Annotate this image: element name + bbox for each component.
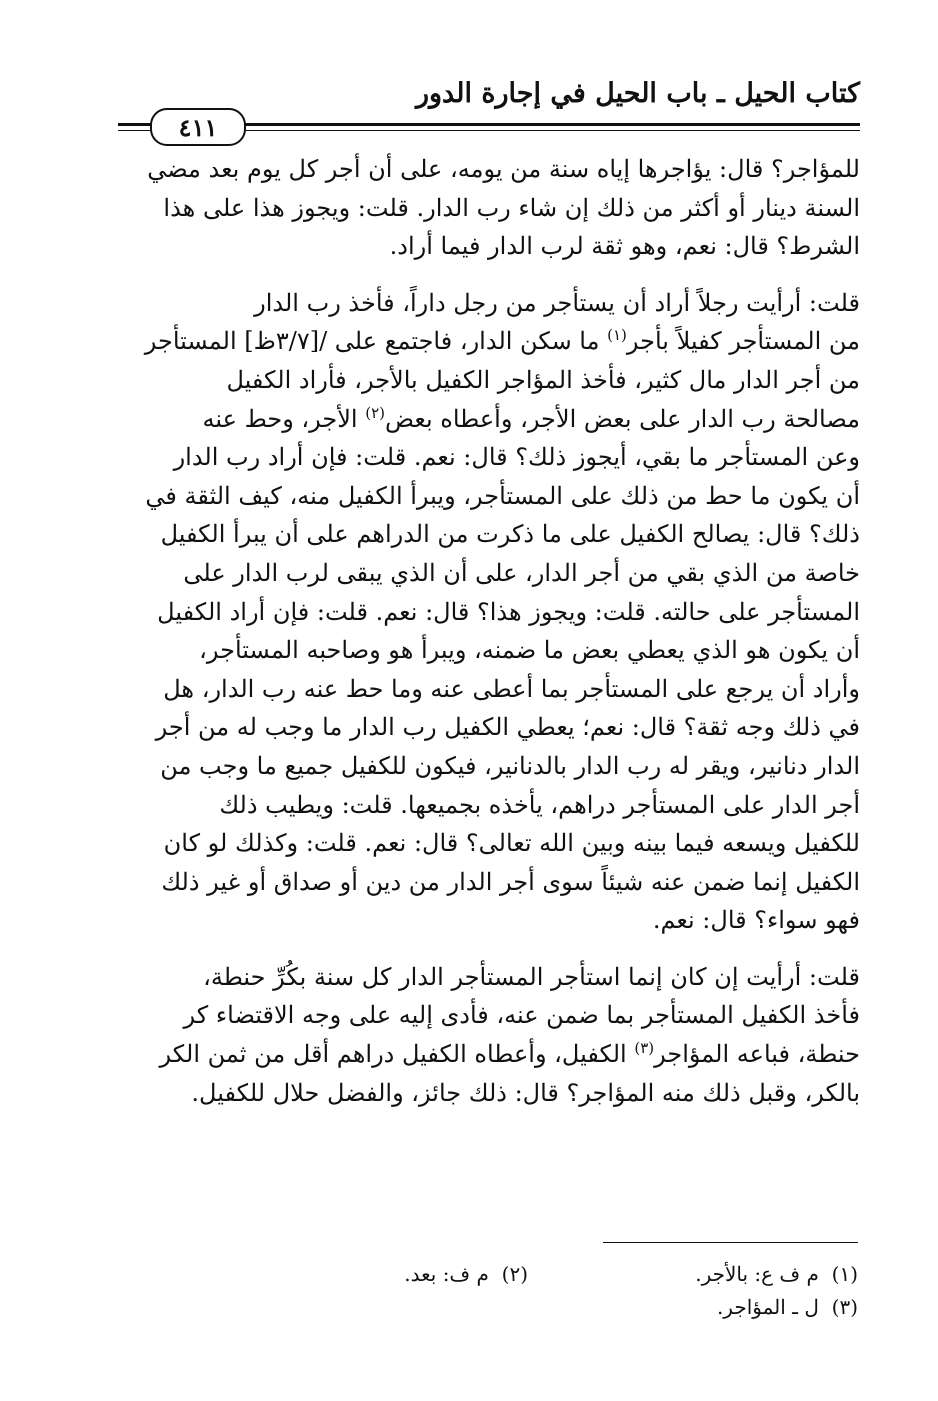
footnote-row [404,1262,858,1286]
page-number: ٤١١ [150,108,246,146]
text-line: المستأجر على حالته. قلت: ويجوز هذا؟ قال: نعم. قلت: فإن أراد الكفيل [157,597,860,626]
text-segment: حنطة، فباعه المؤاجر [654,1040,860,1069]
paragraph-2 [84,284,860,940]
text-line: خاصة من الذي بقي من أجر الدار، على أن الذي يبقى لرب الدار على [183,558,860,587]
text-line: وأراد أن يرجع على المستأجر بما أعطى عنه وما حط عنه رب الدار، هل [163,674,860,703]
footnote-ref-3[interactable]: (٣) [634,1039,655,1058]
text-line: الدار دنانير، ويقر له رب الدار بالدنانير، فيكون للكفيل جميع ما وجب من [160,751,860,780]
text-segment: ما سكن الدار، فاجتمع على /[٣/٧ظ] المستأجر [144,327,608,356]
footnote-1 [528,1262,858,1286]
text-line: أجر الدار على المستأجر دراهم، يأخذه بجميعها. قلت: ويطيب ذلك [219,790,860,819]
text-segment: من المستأجر كفيلاً بأجر [626,327,860,356]
text-line: بالكر، وقبل ذلك منه المؤاجر؟ قال: ذلك جائز، والفضل حلال للكفيل. [191,1078,860,1107]
text-line [84,400,860,439]
text-line: قلت: أرأيت إن كان إنما استأجر المستأجر الدار كل سنة بكُرِّ حنطة، [203,962,860,991]
footnote-marker: (٢) [501,1262,528,1286]
footnote-row [717,1295,858,1319]
main-text [84,150,860,1112]
footnote-3 [717,1295,858,1319]
text-line [84,322,860,361]
footnote-text: م ف ع: بالأجر. [695,1262,819,1286]
text-line [84,1035,860,1074]
text-line: فهو سواء؟ قال: نعم. [652,906,860,935]
footnote-2 [404,1262,528,1286]
paragraph-1 [84,150,860,266]
running-header-title: كتاب الحيل ـ باب الحيل في إجارة الدور [415,78,860,109]
text-line: قلت: أرأيت رجلاً أراد أن يستأجر من رجل داراً، فأخذ رب الدار [254,288,860,317]
text-line: من أجر الدار مال كثير، فأخذ المؤاجر الكفيل بالأجر، فأراد الكفيل [226,365,860,394]
footnote-marker: (٣) [831,1295,858,1319]
text-line: الشرط؟ قال: نعم، وهو ثقة لرب الدار فيما أراد. [389,232,860,261]
paragraph-3 [84,958,860,1112]
footnote-text: ل ـ المؤاجر. [716,1295,819,1319]
text-segment: الأجر، وحط عنه [202,404,366,433]
footnote-ref-2[interactable]: (٢) [365,403,385,422]
text-line: في ذلك وجه ثقة؟ قال: نعم؛ يعطي الكفيل رب الدار ما وجب له من أجر [155,713,860,742]
footnote-separator [603,1242,858,1243]
footnote-text: م ف: بعد. [404,1262,489,1286]
footnote-ref-1[interactable]: (١) [607,326,627,345]
text-segment: مصالحة رب الدار على بعض الأجر، وأعطاه بعض [385,404,860,433]
text-line: فأخذ الكفيل المستأجر بما ضمن عنه، فأدى إليه على وجه الاقتضاء كر [183,1001,860,1030]
text-segment: الكفيل، وأعطاه الكفيل دراهم أقل من ثمن الكر [159,1040,635,1069]
text-line: أن يكون هو الذي يعطي بعض ما ضمنه، ويبرأ هو وصاحبه المستأجر، [199,636,860,665]
text-line: للكفيل ويسعه فيما بينه وبين الله تعالى؟ قال: نعم. قلت: وكذلك لو كان [163,829,860,858]
text-line: للمؤاجر؟ قال: يؤاجرها إياه سنة من يومه، على أن أجر كل يوم بعد مضي [147,155,860,183]
text-line: أن يكون ما حط من ذلك على المستأجر، ويبرأ الكفيل منه، كيف الثقة في [145,481,860,510]
text-line: السنة دينار أو أكثر من ذلك إن شاء رب الدار. قلت: ويجوز هذا على هذا [163,193,860,222]
text-line: الكفيل إنما ضمن عنه شيئاً سوى أجر الدار من دين أو صداق أو غير ذلك [161,867,860,896]
text-line: وعن المستأجر ما بقي، أيجوز ذلك؟ قال: نعم. قلت: فإن أراد رب الدار [173,443,860,472]
footnote-marker: (١) [831,1262,858,1286]
text-line: ذلك؟ قال: يصالح الكفيل على ما ذكرت من الدراهم على أن يبرأ الكفيل [160,520,860,549]
